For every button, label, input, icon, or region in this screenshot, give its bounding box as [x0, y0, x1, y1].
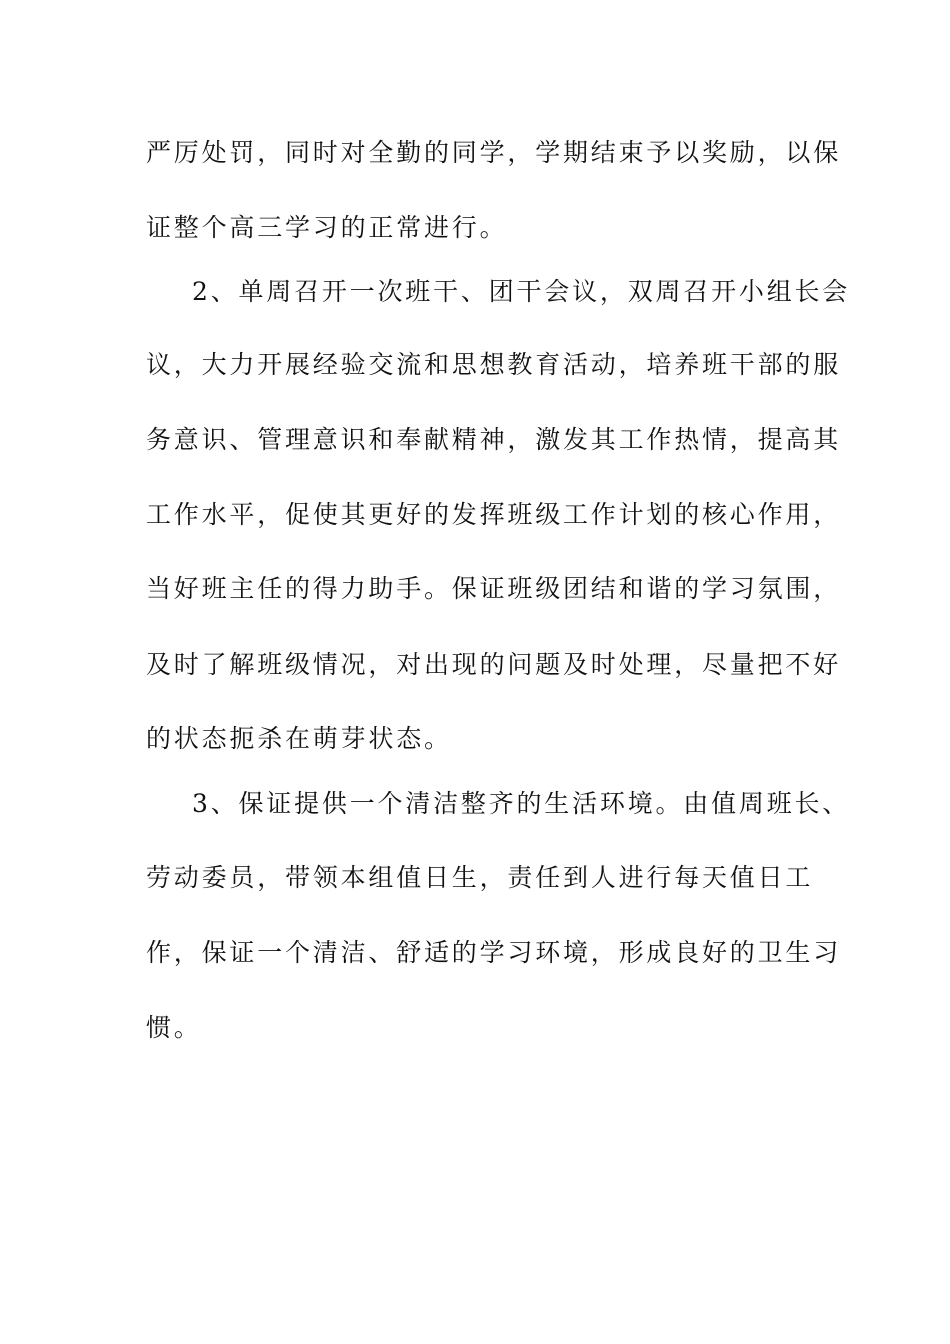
text-line: 务意识、管理意识和奉献精神，激发其工作热情，提高其 — [146, 425, 842, 454]
paragraph-3-first-line: 3、保证提供一个清洁整齐的生活环境。由值周班长、 — [192, 789, 851, 818]
text-line: 当好班主任的得力助手。保证班级团结和谐的学习氛围， — [146, 574, 842, 603]
text-line: 议，大力开展经验交流和思想教育活动，培养班干部的服 — [146, 350, 842, 379]
paragraph-2-first-line: 2、单周召开一次班干、团干会议，双周召开小组长会 — [192, 277, 851, 306]
text-line: 证整个高三学习的正常进行。 — [146, 213, 508, 242]
text-line: 惯。 — [146, 1013, 202, 1042]
text-line: 劳动委员，带领本组值日生，责任到人进行每天值日工 — [146, 863, 814, 892]
text-line: 严厉处罚，同时对全勤的同学，学期结束予以奖励，以保 — [146, 138, 842, 167]
text-line: 作，保证一个清洁、舒适的学习环境，形成良好的卫生习 — [146, 938, 842, 967]
text-line: 的状态扼杀在萌芽状态。 — [146, 724, 452, 753]
text-line: 及时了解班级情况，对出现的问题及时处理，尽量把不好 — [146, 650, 842, 679]
text-line: 工作水平，促使其更好的发挥班级工作计划的核心作用， — [146, 500, 842, 529]
